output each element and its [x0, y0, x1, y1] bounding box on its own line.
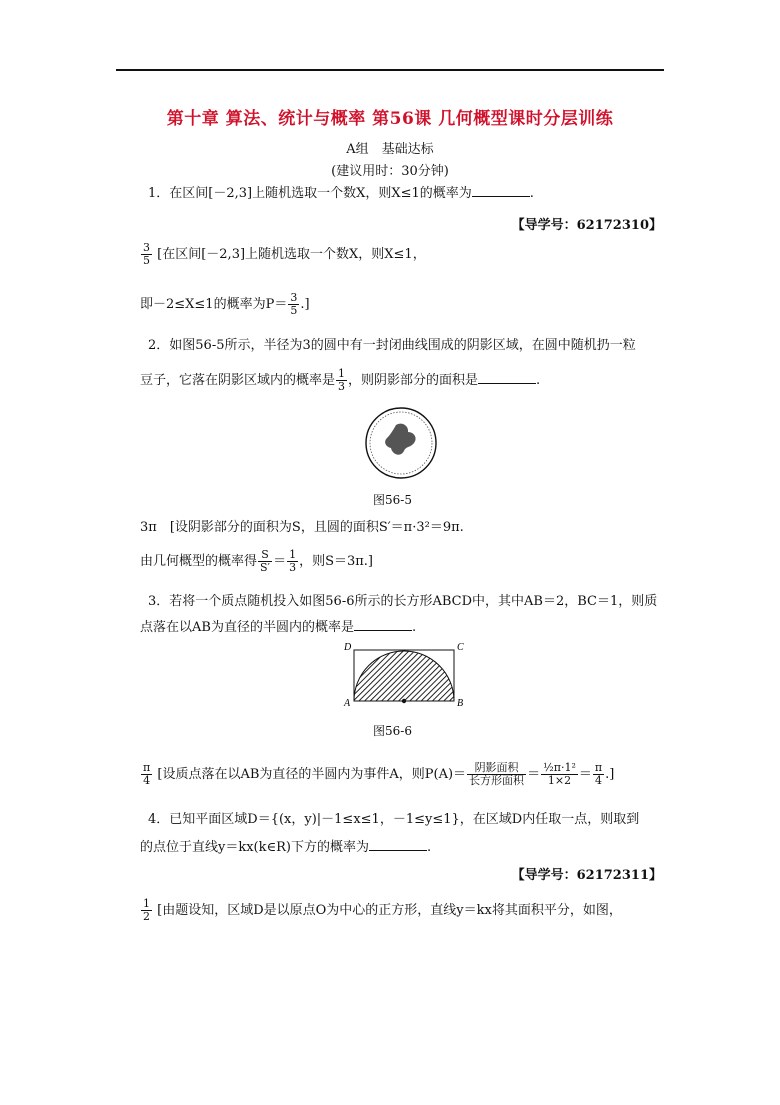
q1-blank: [472, 184, 530, 197]
q2-line2b: ，则阴影部分的面积是: [348, 373, 479, 388]
q4-answer: [140, 898, 622, 923]
q2-answer-fraction1: [258, 549, 272, 574]
fraction-den: 2: [143, 910, 150, 923]
q2-answer-line2: [140, 549, 373, 574]
suggested-time: (建议用时：30分钟): [331, 164, 449, 179]
q4-line2-text: 的点位于直线y＝kx(k∈R)下方的概率为: [140, 840, 369, 855]
q2-line2: 豆子，它落在阴影区域内的概率是 $\frac{1}{3}$ ，则阴影部分的面积是 .: [140, 367, 541, 393]
fraction-num: 阴影面积: [467, 762, 526, 775]
figure-56-5: [364, 406, 438, 480]
q4-answer-fraction: [141, 898, 152, 923]
group-label: A组 基础达标: [346, 142, 434, 157]
q1-answer-line2a: 即－2≤X≤1的概率为P＝: [140, 297, 288, 312]
q1-text: 1．在区间[－2,3]上随机选取一个数X，则X≤1的概率为 .: [148, 186, 534, 201]
fraction-num: π: [143, 761, 151, 774]
fraction-num: 3: [143, 241, 150, 254]
label-b: B: [457, 698, 464, 709]
figure-56-5-caption: 图56-5: [373, 493, 412, 507]
fraction-den: 4: [595, 774, 602, 787]
fraction-den: 4: [143, 774, 151, 787]
q1-answer-line2b: .]: [300, 297, 310, 312]
equals: ＝: [273, 554, 287, 569]
q1-answer-line2-fraction: [288, 292, 299, 317]
q2-answer-line1: [设阴影部分的面积为S，且圆的面积S′＝π·3²＝9π.: [169, 520, 464, 535]
q3-line2-text: 点落在以AB为直径的半圆内的概率是: [140, 620, 354, 635]
q3-blank: [354, 618, 412, 631]
q3-answer: [140, 762, 614, 787]
fraction-num: π: [594, 761, 603, 774]
q2-fraction: [336, 368, 347, 393]
q3-answer-fraction: [141, 762, 152, 787]
q3-line1: 3．若将一个质点随机投入如图56-6所示的长方形ABCD中，其中AB＝2，BC＝1，则质: [148, 594, 658, 609]
fraction-num: 1: [289, 548, 297, 561]
fraction-den: 3: [338, 380, 346, 393]
q2-blank: [478, 371, 536, 384]
fraction-num: ½π·1²: [543, 761, 576, 774]
equals: ＝: [527, 767, 541, 782]
fraction-num: S: [258, 549, 272, 562]
q4-ref: 【导学号：62172311】: [511, 868, 662, 883]
q2-answer-value: 3π: [140, 520, 157, 535]
q2-answer: [140, 518, 464, 538]
fraction-den: 3: [289, 561, 297, 574]
q3-answer-a: [设质点落在以AB为直径的半圆内为事件A，则P(A)＝: [157, 767, 467, 782]
q2-line2a: 豆子，它落在阴影区域内的概率是: [140, 373, 336, 388]
q1-question: 1．在区间[－2,3]上随机选取一个数X，则X≤1的概率为: [148, 186, 472, 201]
fraction-num: 1: [143, 897, 150, 910]
figure-56-6-caption: 图56-6: [373, 724, 412, 738]
q3-answer-fraction2: [541, 762, 578, 787]
q1-ref: 【导学号：62172310】: [511, 218, 662, 233]
page-title: 第十章 算法、统计与概率 第56课 几何概型课时分层训练: [166, 109, 614, 129]
q4-line2: 的点位于直线y＝kx(k∈R)下方的概率为 .: [140, 840, 432, 855]
semicircle: [354, 651, 454, 701]
q3-line2: 点落在以AB为直径的半圆内的概率是 .: [140, 620, 417, 635]
header-rule: [116, 69, 664, 71]
fraction-den: S′: [260, 561, 271, 574]
q1-answer-line1: [在区间[－2,3]上随机选取一个数X，则X≤1，: [157, 247, 426, 262]
figure-56-6: [340, 640, 466, 712]
q1-answer: [140, 242, 426, 267]
shaded-region: [385, 424, 415, 455]
fraction-den: 5: [143, 254, 150, 267]
label-c: C: [457, 642, 464, 653]
label-a: A: [344, 698, 351, 709]
q1-answer-line2: [140, 292, 310, 317]
q4-answer-text: [由题设知，区域D是以原点O为中心的正方形，直线y＝kx将其面积平分，如图，: [157, 903, 622, 918]
q2-answer-fraction2: [287, 549, 298, 574]
fraction-den: 1×2: [547, 774, 572, 787]
fraction-num: 3: [290, 291, 298, 304]
q2-answer-line2b: ，则S＝3π.]: [299, 554, 374, 569]
label-d: D: [344, 642, 352, 653]
q2-answer-line2a: 由几何概型的概率得: [140, 554, 258, 569]
q3-answer-fraction3: [593, 762, 604, 787]
q2-line1: 2．如图56-5所示，半径为3的圆中有一封闭曲线围成的阴影区域，在圆中随机扔一粒: [148, 338, 636, 353]
equals: ＝: [578, 767, 592, 782]
q3-answer-fraction1: [467, 762, 526, 787]
fraction-num: 1: [338, 367, 346, 380]
q1-answer-fraction: [141, 242, 152, 267]
fraction-den: 5: [290, 304, 298, 317]
center-point: [402, 699, 406, 703]
q4-line1: 4．已知平面区域D＝{(x，y)|－1≤x≤1，－1≤y≤1}，在区域D内任取一点，则取到: [148, 812, 640, 827]
q4-blank: [369, 838, 427, 851]
fraction-den: 长方形面积: [469, 774, 525, 787]
q3-answer-b: .]: [605, 767, 615, 782]
